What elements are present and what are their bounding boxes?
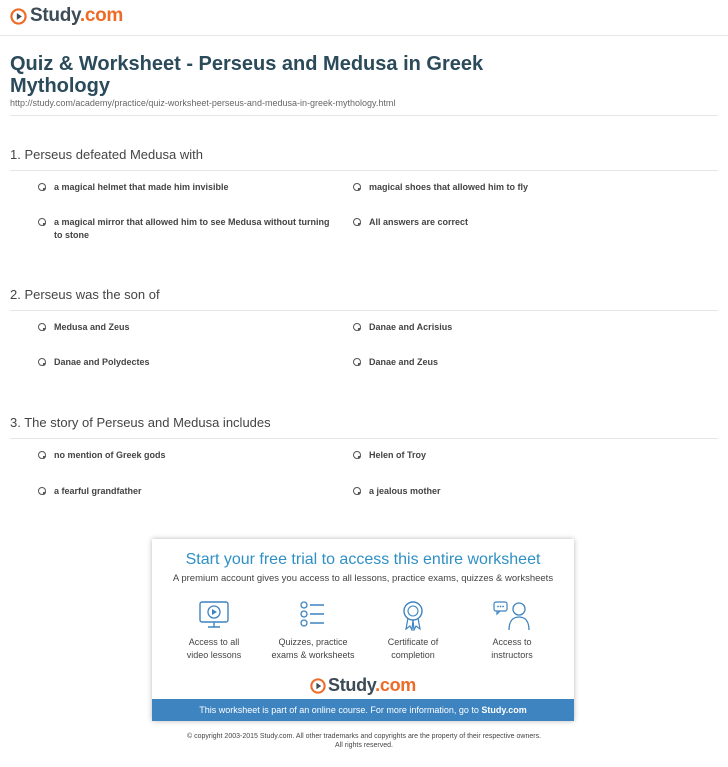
play-circle-icon [10, 8, 27, 25]
feature-instructors [457, 599, 567, 662]
radio-icon[interactable] [353, 487, 361, 495]
copyright-line: © copyright 2003-2015 Study.com. All other trademarks and copyrights are the property of their respective owners. [186, 733, 542, 740]
question-divider [10, 170, 718, 171]
answer-label: a jealous mother [369, 486, 441, 496]
radio-icon[interactable] [353, 183, 361, 191]
feature-label: Certificate of [387, 637, 439, 647]
answer-label: a magical mirror that allowed him to see Medusa without turning to stone [54, 217, 330, 240]
logo-text: Study.com [328, 675, 416, 695]
certificate-ribbon-icon [396, 599, 430, 631]
video-lesson-icon [197, 599, 231, 631]
copyright-line: All rights reserved. [335, 742, 393, 749]
quiz-list-icon [296, 599, 330, 631]
copyright-notice [164, 732, 564, 750]
feature-video-lessons [159, 599, 269, 662]
radio-icon[interactable] [353, 451, 361, 459]
feature-label: Quizzes, practice [278, 637, 348, 647]
answer-label: Medusa and Zeus [54, 322, 130, 332]
radio-icon[interactable] [353, 358, 361, 366]
radio-icon[interactable] [38, 218, 46, 226]
feature-certificate [358, 599, 468, 662]
answer-label: Danae and Zeus [369, 357, 439, 367]
promo-subheading: A premium account gives you access to all lessons, practice exams, quizzes & worksheets [172, 573, 554, 584]
page-title: Quiz & Worksheet - Perseus and Medusa in Greek Mythology [10, 53, 484, 97]
answer-label: All answers are correct [369, 217, 469, 227]
answer-label: Danae and Acrisius [369, 322, 453, 332]
answer-label: no mention of Greek gods [54, 450, 166, 460]
promo-heading: Start your free trial to access this entire worksheet [185, 551, 541, 568]
promo-study-logo[interactable] [152, 675, 574, 696]
free-trial-promo[interactable] [152, 539, 574, 721]
feature-label: exams & worksheets [271, 650, 355, 660]
radio-icon[interactable] [38, 323, 46, 331]
instructor-chat-icon [492, 599, 532, 631]
feature-label: video lessons [186, 650, 242, 660]
question-divider [10, 310, 718, 311]
feature-quizzes [258, 599, 368, 662]
radio-icon[interactable] [353, 218, 361, 226]
study-logo[interactable] [10, 5, 123, 27]
radio-icon[interactable] [353, 323, 361, 331]
radio-icon[interactable] [38, 451, 46, 459]
title-divider [10, 115, 718, 116]
feature-label: instructors [491, 650, 533, 660]
radio-icon[interactable] [38, 358, 46, 366]
question-text: 3. The story of Perseus and Medusa includes [10, 415, 271, 430]
radio-icon[interactable] [38, 487, 46, 495]
logo-text: Study.com [30, 5, 124, 26]
question-text: 2. Perseus was the son of [10, 287, 160, 302]
feature-label: Access to all [188, 637, 240, 647]
feature-label: Access to [492, 637, 532, 647]
study-com-link[interactable]: Study.com [481, 705, 527, 715]
promo-bar-text: This worksheet is part of an online course. For more information, go to [199, 705, 482, 715]
question-divider [10, 438, 718, 439]
answer-label: a magical helmet that made him invisible [54, 182, 229, 192]
answer-label: Danae and Polydectes [54, 357, 150, 367]
radio-icon[interactable] [38, 183, 46, 191]
answer-label: a fearful grandfather [54, 486, 142, 496]
question-text: 1. Perseus defeated Medusa with [10, 147, 203, 162]
page-url: http://study.com/academy/practice/quiz-worksheet-perseus-and-medusa-in-greek-mythology.html [10, 98, 396, 108]
header-divider [0, 35, 728, 36]
feature-label: completion [391, 650, 435, 660]
answer-label: Helen of Troy [369, 450, 427, 460]
promo-info-bar [152, 699, 574, 721]
answer-label: magical shoes that allowed him to fly [369, 182, 529, 192]
play-circle-icon [310, 678, 326, 694]
